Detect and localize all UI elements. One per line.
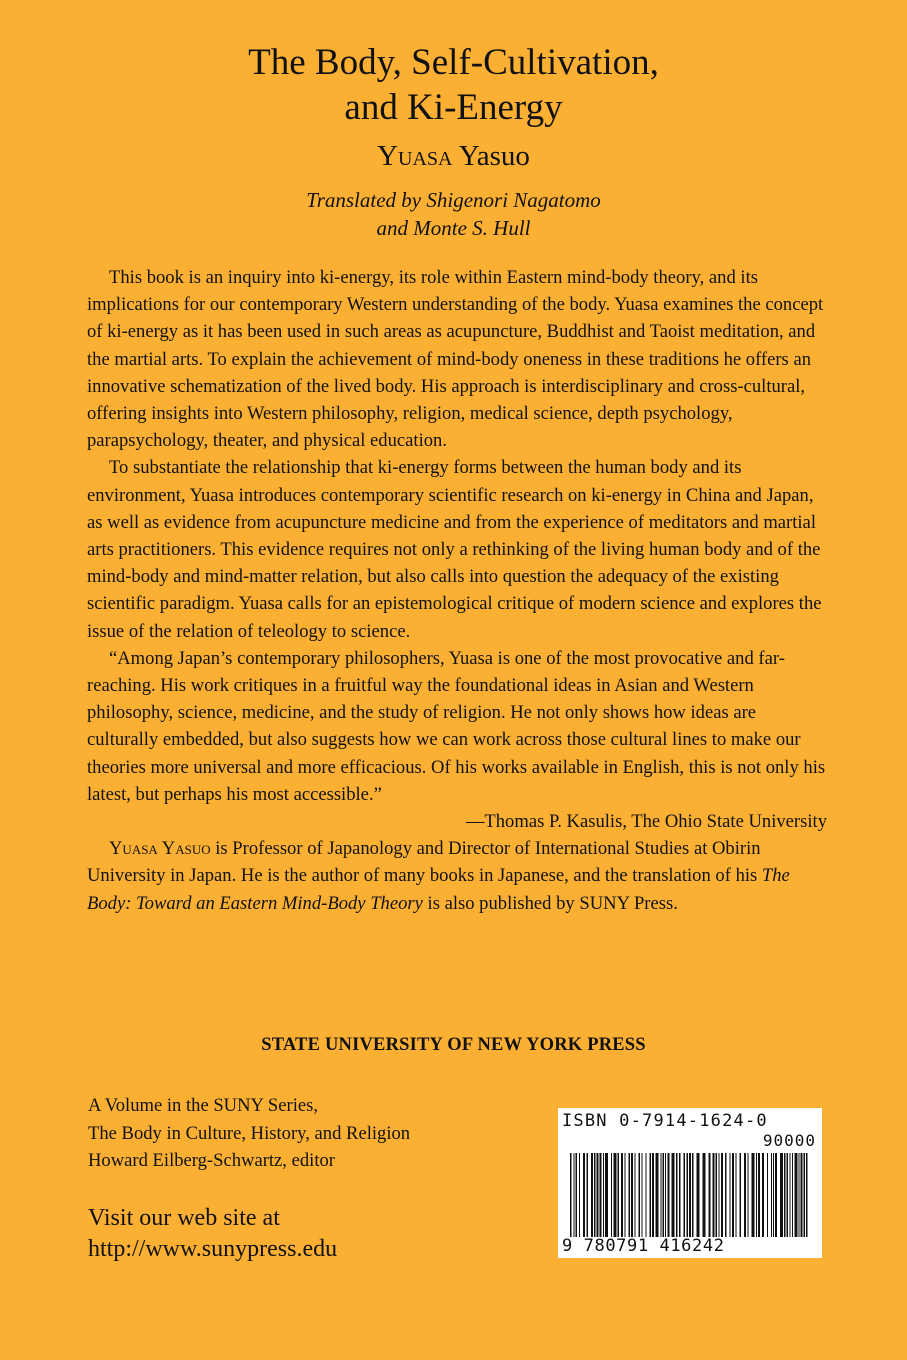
website-info [88,1203,518,1265]
barcode-bar [672,1153,675,1237]
barcode-bar [756,1153,757,1237]
barcode-bar [614,1153,617,1237]
barcode-bar [679,1153,681,1237]
website-url: http://www.sunypress.edu [88,1236,338,1262]
barcode-bar [611,1153,612,1237]
barcode-bar [676,1153,678,1237]
barcode-bar [716,1153,718,1237]
barcode-bar [787,1153,789,1237]
barcode-bar [732,1153,734,1237]
barcode-bar [642,1153,643,1237]
barcode-bar [646,1153,647,1237]
ean-digits: 9 780791 416242 [562,1236,725,1256]
series-info [88,1092,518,1175]
barcode-bar [635,1153,636,1237]
barcode-bar [665,1153,666,1237]
isbn-barcode [558,1108,822,1258]
publisher-name: STATE UNIVERSITY OF NEW YORK PRESS [261,1035,646,1055]
barcode-bar [574,1153,575,1237]
barcode-bar [576,1153,578,1237]
barcode-bar [600,1153,602,1237]
barcode-bar [762,1153,764,1237]
website-label: Visit our web site at [88,1205,280,1231]
barcode-bar [784,1153,786,1237]
review-quote: “Among Japan’s contemporary philosophers, Yuasa is one of the most provocative and far-reaching. His work critiques in a fruitful way the foundational ideas in Asian and Western philosophy, science, medicine, and the study of religion. He not only shows how ideas are culturally embedded, but also suggests how we can work across those cultural lines to make our theories more universal and more efficacious. Of his works available in English, this is not only his latest, but perhaps his most accessible.” [87,647,826,805]
barcode-bar [804,1153,806,1237]
barcode-bar [748,1153,749,1237]
barcode-bar [583,1153,585,1237]
isbn-number: ISBN 0-7914-1624-0 [562,1111,768,1131]
barcode-bar [650,1153,652,1237]
description [87,264,827,917]
barcode-bars [568,1153,812,1237]
barcode-bar [594,1153,596,1237]
bio-book-title: The Body: Toward an Eastern Mind-Body Theory [87,865,790,914]
series-line-1: A Volume in the SUNY Series, [88,1095,319,1116]
barcode-bar [780,1153,783,1237]
barcode-bar [806,1153,808,1237]
author-given-name: Yasuo [458,140,530,172]
barcode-bar [709,1153,711,1237]
barcode-bar [773,1153,774,1237]
barcode-bar [663,1153,665,1237]
barcode-bar [758,1153,760,1237]
price-code: 90000 [762,1131,816,1150]
barcode-bar [767,1153,768,1237]
barcode-bar [725,1153,727,1237]
barcode-bar [795,1153,798,1237]
barcode-bar [736,1153,737,1237]
translators [0,186,907,242]
barcode-bar [697,1153,700,1237]
book-title-line-1: The Body, Self-Cultivation, [248,42,659,83]
barcode-bar [752,1153,755,1237]
book-title [0,40,907,130]
review-attribution: —Thomas P. Kasulis, The Ohio State University [465,811,827,833]
barcode-bar [692,1153,694,1237]
barcode-bar [629,1153,631,1237]
barcode-bar [591,1153,593,1237]
translators-line-1: Translated by Shigenori Nagatomo [306,188,601,212]
translators-line-2: and Monte S. Hull [376,216,531,240]
description-paragraph-2: To substantiate the relationship that ki-energy forms between the human body and its environment, Yuasa introduces contemporary scientific research on ki-energy in China and Japan, as well as evidence from acupuncture medicine and from the experience of meditators and martial arts practitioners. This evidence requires not only a rethinking of the living human body and of the mind-body and mind-matter relation, but also calls into question the adequacy of the existing scientific paradigm. Yuasa calls for an epistemological critique of modern science and explores the issue of the relation of teleology to science. [87,457,822,642]
barcode-bar [775,1153,777,1237]
book-title-line-2: and Ki-Energy [344,87,563,128]
barcode-bar [730,1153,731,1237]
barcode-bar [603,1153,604,1237]
bio-author-name: Yuasa Yasuo [109,838,211,860]
author-bio [87,835,827,917]
barcode-bar [713,1153,715,1237]
barcode-bar [652,1153,654,1237]
barcode-bar [790,1153,791,1237]
barcode-bar [661,1153,662,1237]
author-name [0,138,907,174]
barcode-bar [631,1153,633,1237]
barcode-bar [621,1153,623,1237]
barcode-bar [801,1153,803,1237]
description-paragraph-1: This book is an inquiry into ki-energy, its role within Eastern mind-body theory, and its implications for our contemporary Western understanding of the body. Yuasa examines the concept of ki-energy as it has been used in such areas as acupuncture, Buddhist and Taoist meditation, and the martial arts. To explain the achievement of mind-body oneness in these traditions he offers an innovative schematization of the lived body. His approach is interdisciplinary and cross-cultural, offering insights into Western philosophy, religion, medical science, depth psychology, parapsychology, theater, and physical education. [87,267,824,452]
series-line-2: The Body in Culture, History, and Religion [88,1122,411,1144]
barcode-bar [579,1153,580,1237]
barcode-bar [597,1153,599,1237]
series-line-3: Howard Eilberg-Schwartz, editor [88,1150,335,1171]
barcode-bar [703,1153,706,1237]
barcode-bar [771,1153,772,1237]
barcode-bar [687,1153,689,1237]
barcode-bar [740,1153,742,1237]
author-family-name: Yuasa [377,140,453,172]
barcode-bar [792,1153,793,1237]
barcode-bar [721,1153,723,1237]
barcode-bar [744,1153,746,1237]
barcode-bar [668,1153,670,1237]
barcode-bar [684,1153,686,1237]
barcode-bar [656,1153,659,1237]
barcode-bar [719,1153,720,1237]
barcode-bar [570,1153,572,1237]
barcode-bar [799,1153,800,1237]
barcode-bar [639,1153,641,1237]
barcode-bar [618,1153,620,1237]
barcode-bar [587,1153,589,1237]
barcode-bar [625,1153,626,1237]
bio-text-2: is also published by SUNY Press. [422,892,678,914]
bio-text-1: is Professor of Japanology and Director of International Studies at Obirin University in Japan. He is the author of many books in Japanese, and the translation of his [87,838,762,887]
barcode-bar [605,1153,608,1237]
barcode-bar [689,1153,691,1237]
